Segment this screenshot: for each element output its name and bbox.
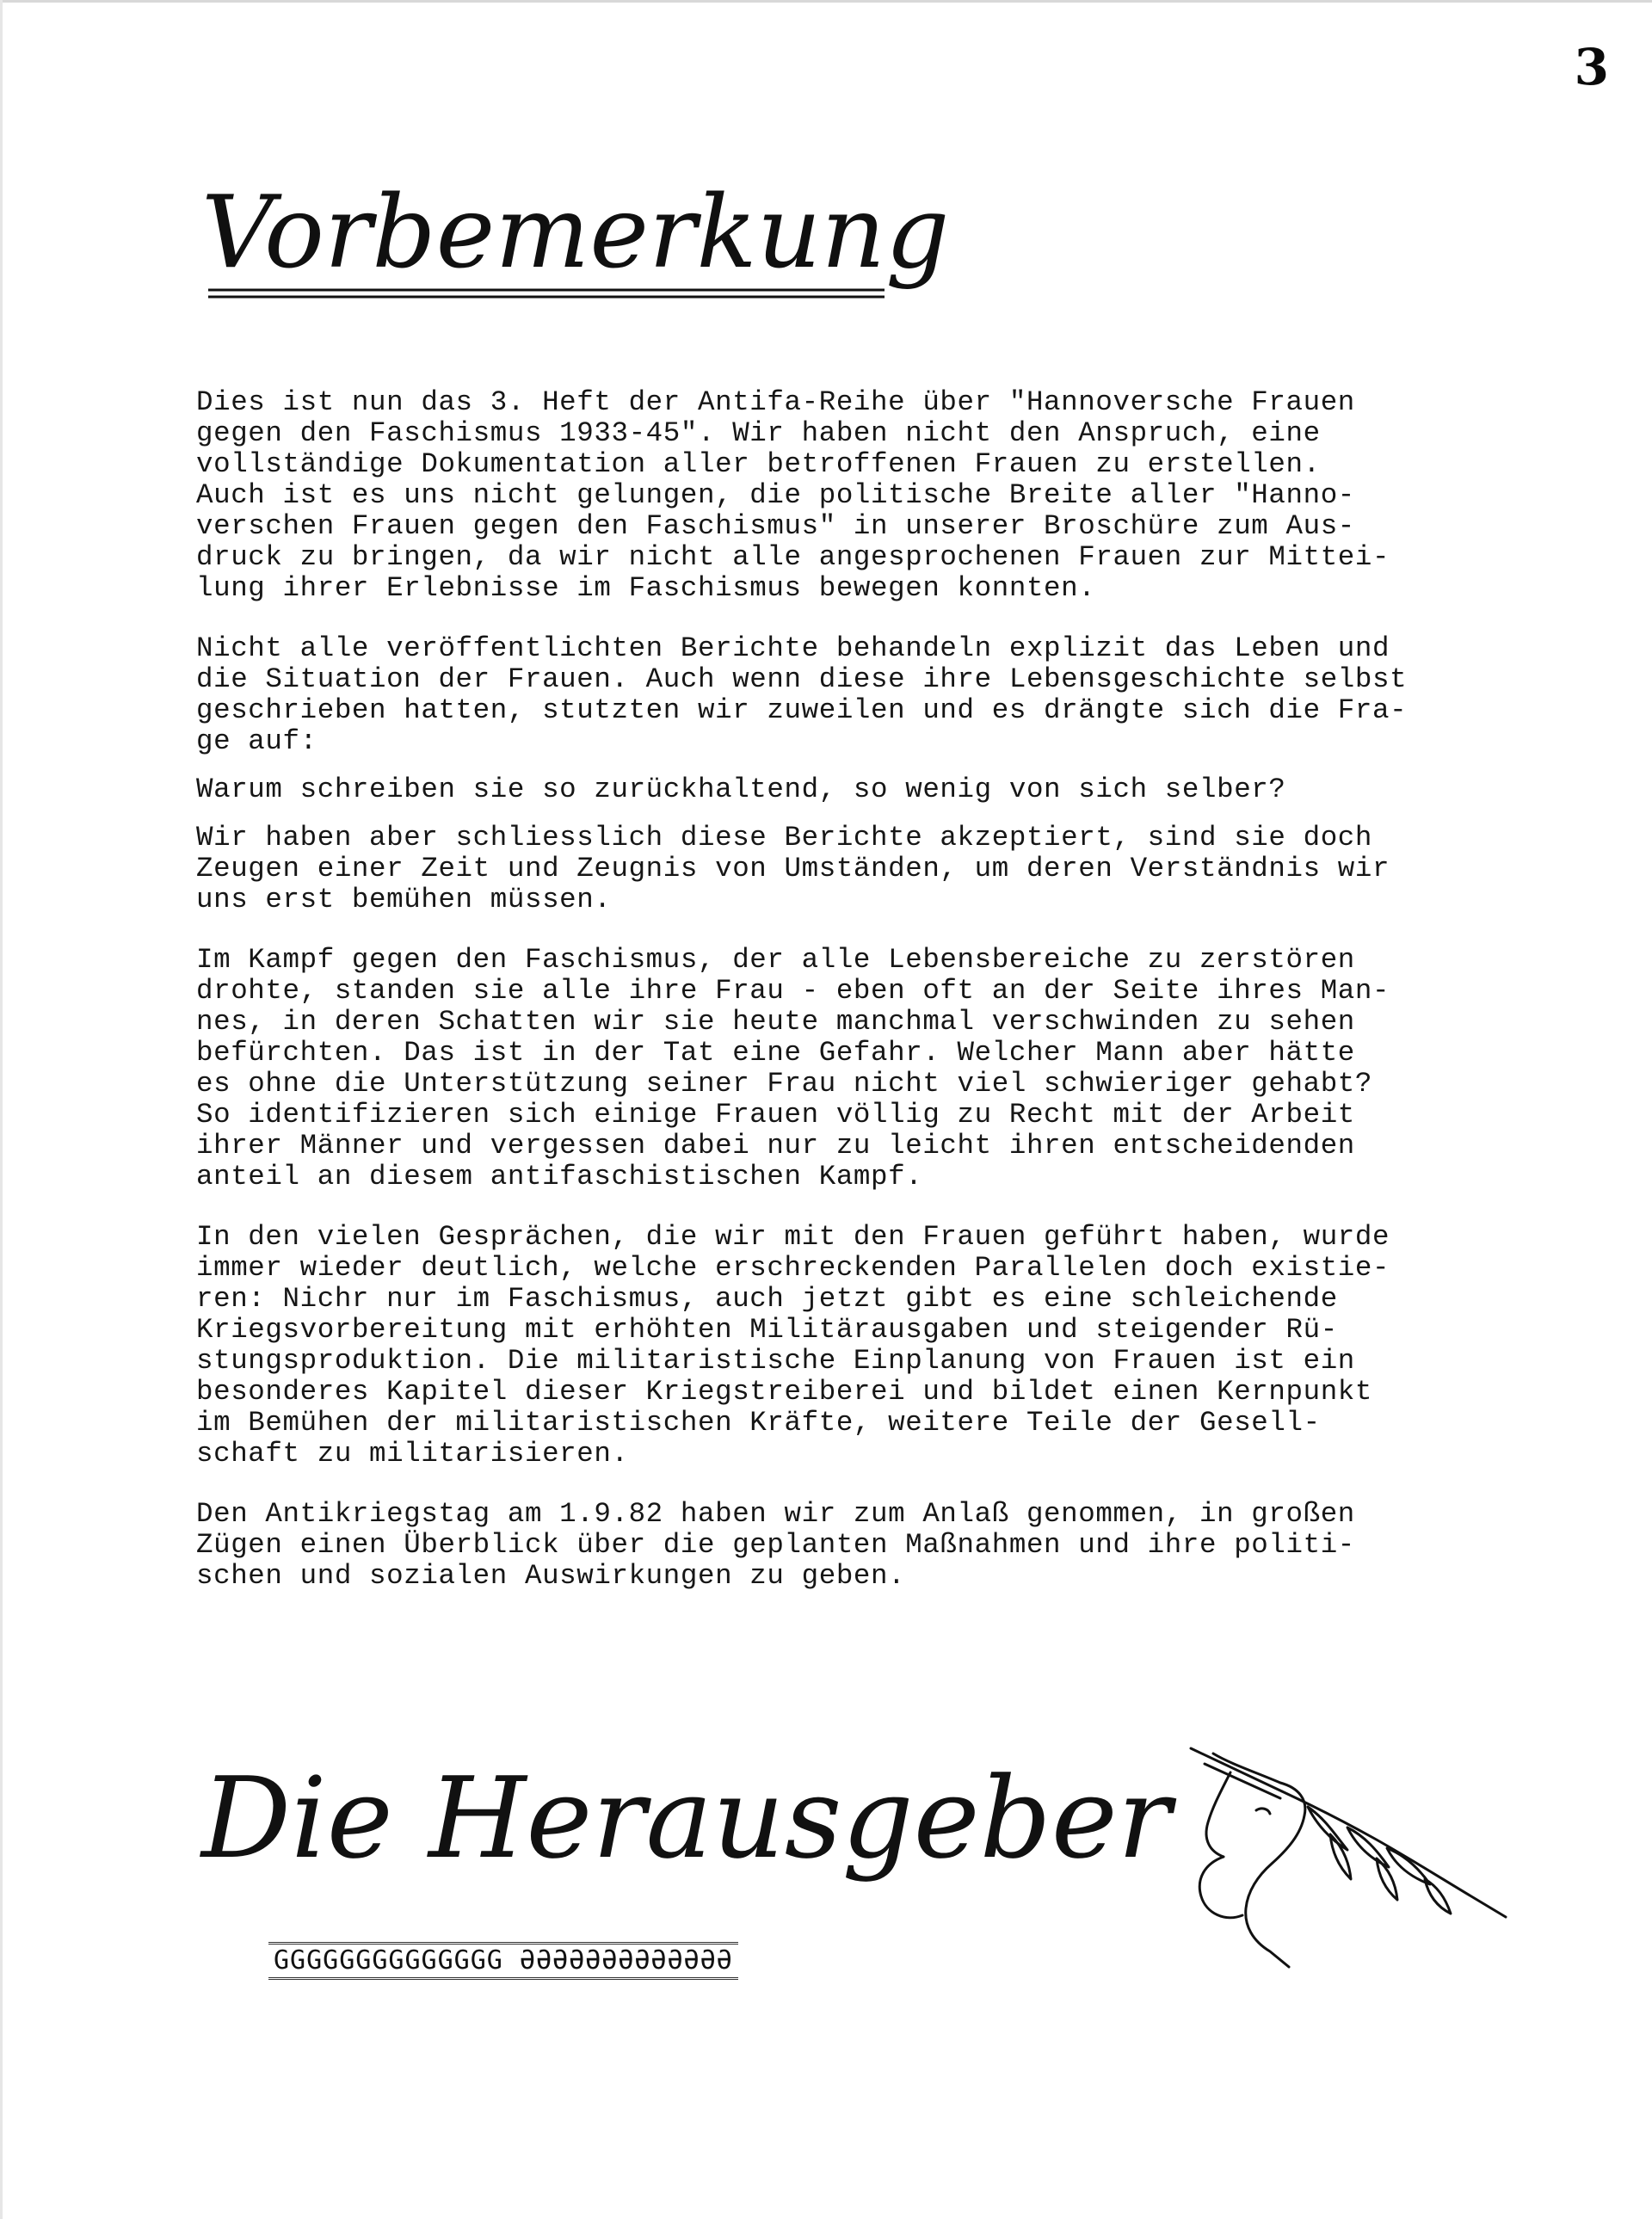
dove-icon [1179,1738,1523,1979]
paragraph-6: In den vielen Gesprächen, die wir mit den Frauen geführt haben, wurde immer wieder deutlich, welche erschreckenden Parallelen doch existie- ren: Nichr nur im Faschismus, auch jetzt gibt es eine schleichende Kriegsvorbereitung mit erhöhten Militärausgaben und steigender Rü- stungsproduktion. Die militaristische Einplanung von Frauen ist ein besonderes Kapitel dieser Kriegstreiberei und bildet einen Kernpunkt im Bemühen der militaristischen Kräfte, weitere Teile der Gesell- schaft zu militarisieren. [196,1221,1390,1470]
scan-edge-left [0,0,3,2219]
page-title-text: Vorbemerkung [201,175,950,291]
paragraph-3: Warum schreiben sie so zurückhaltend, so wenig von sich selber? [196,774,1286,805]
page-number: 3 [1574,38,1609,96]
paragraph-5: Im Kampf gegen den Faschismus, der alle Lebensbereiche zu zerstören drohte, standen sie alle ihre Frau - eben oft an der Seite ihres Man- nes, in deren Schatten wir sie heute manchmal verschwinden zu sehen befürchten. Das ist in der Tat eine Gefahr. Welcher Mann aber hätte es ohne die Unterstützung seiner Frau nicht viel schwieriger gehabt? So identifizieren sich einige Frauen völlig zu Recht mit der Arbeit ihrer Männer und vergessen dabei nur zu leicht ihren entscheidenden anteil an diesem antifaschistischen Kampf. [196,944,1390,1193]
signature-text: Die Herausgeber [201,1753,1171,1883]
paragraph-7: Den Antikriegstag am 1.9.82 haben wir zum Anlaß genommen, in großen Zügen einen Überblick über die geplanten Maßnahmen und ihre politi- schen und sozialen Auswirkungen zu geben. [196,1498,1355,1592]
signature [196,1728,1171,1900]
paragraph-4: Wir haben aber schliesslich diese Berichte akzeptiert, sind sie doch Zeugen einer Zeit und Zeugnis von Umständen, um deren Verständnis wir uns erst bemühen müssen. [196,822,1390,915]
body-text [196,387,1538,1621]
decorative-border: GGGGGGGGGGGGGG ƏƏƏƏƏƏƏƏƏƏƏƏƏ [268,1942,738,1980]
scan-edge-top [0,0,1652,3]
paragraph-2: Nicht alle veröffentlichten Berichte behandeln explizit das Leben und die Situation der Frauen. Auch wenn diese ihre Lebensgeschichte selbst geschrieben hatten, stutzten wir zuweilen und es drängte sich die Fra- ge auf: [196,632,1408,757]
paragraph-1: Dies ist nun das 3. Heft der Antifa-Reihe über "Hannoversche Frauen gegen den Faschismus 1933-45". Wir haben nicht den Anspruch, eine vollständige Dokumentation aller betroffenen Frauen zu erstellen. Auch ist es uns nicht gelungen, die politische Breite aller "Hanno- verschen Frauen gegen den Faschismus" in unserer Broschüre zum Aus- druck zu bringen, da wir nicht alle angesprochenen Frauen zur Mittei- lung ihrer Erlebnisse im Faschismus bewegen konnten. [196,386,1390,604]
page-title [196,175,950,323]
